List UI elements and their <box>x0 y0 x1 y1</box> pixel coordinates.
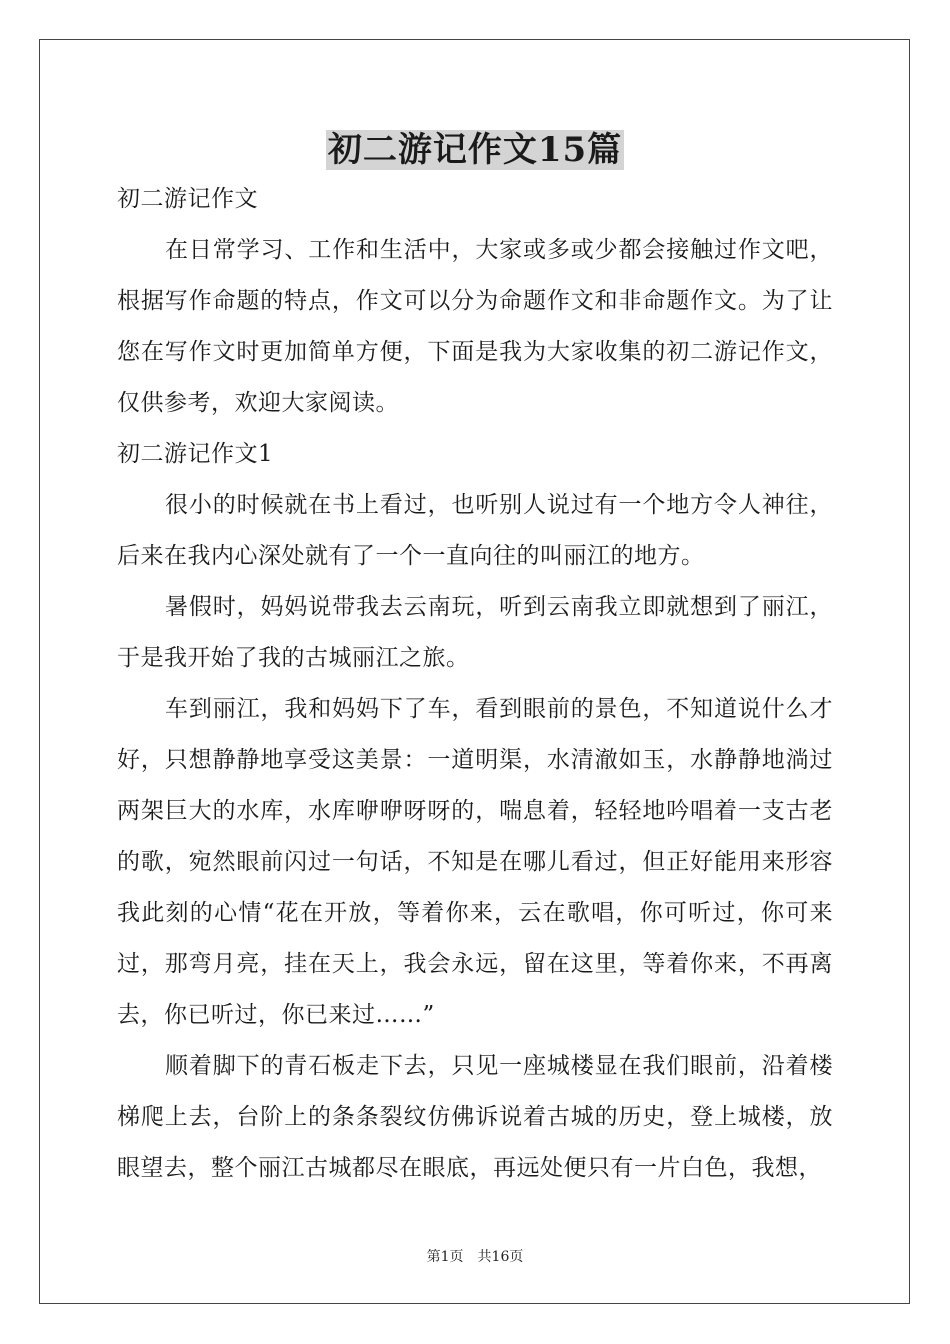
page-number: 第1页 <box>426 1249 464 1265</box>
body-paragraph: 车到丽江，我和妈妈下了车，看到眼前的景色，不知道说什么才好，只想静静地享受这美景：一道明渠，水清澈如玉，水静静地淌过两架巨大的水库，水库咿咿呀呀的，喘息着，轻轻地吟唱着一支古老的歌，宛然眼前闪过一句话，不知是在哪儿看过，但正好能用来形容我此刻的心情“花在开放，等着你来，云在歌唱，你可听过，你可来过，那弯月亮，挂在天上，我会永远，留在这里，等着你来，不再离去，你已听过，你已来过……” <box>117 696 833 1028</box>
body-paragraph: 很小的时候就在书上看过，也听别人说过有一个地方令人神往，后来在我内心深处就有了一个一直向往的叫丽江的地方。 <box>117 492 833 569</box>
document-title <box>0 128 950 172</box>
body-paragraph: 在日常学习、工作和生活中，大家或多或少都会接触过作文吧，根据写作命题的特点，作文可以分为命题作文和非命题作文。为了让您在写作文时更加简单方便，下面是我为大家收集的初二游记作文，仅供参考，欢迎大家阅读。 <box>117 237 833 416</box>
document-body <box>117 174 833 1194</box>
body-paragraph: 暑假时，妈妈说带我去云南玩，听到云南我立即就想到了丽江，于是我开始了我的古城丽江之旅。 <box>117 594 833 671</box>
section-heading: 初二游记作文 <box>117 186 258 212</box>
page-footer <box>0 1248 950 1266</box>
section-heading: 初二游记作文1 <box>117 441 274 467</box>
body-paragraph: 顺着脚下的青石板走下去，只见一座城楼显在我们眼前，沿着楼梯爬上去，台阶上的条条裂纹仿佛诉说着古城的历史，登上城楼，放眼望去，整个丽江古城都尽在眼底，再远处便只有一片白色，我想， <box>117 1053 833 1181</box>
document-title-text: 初二游记作文15篇 <box>327 130 623 170</box>
page-total: 共16页 <box>477 1249 524 1265</box>
